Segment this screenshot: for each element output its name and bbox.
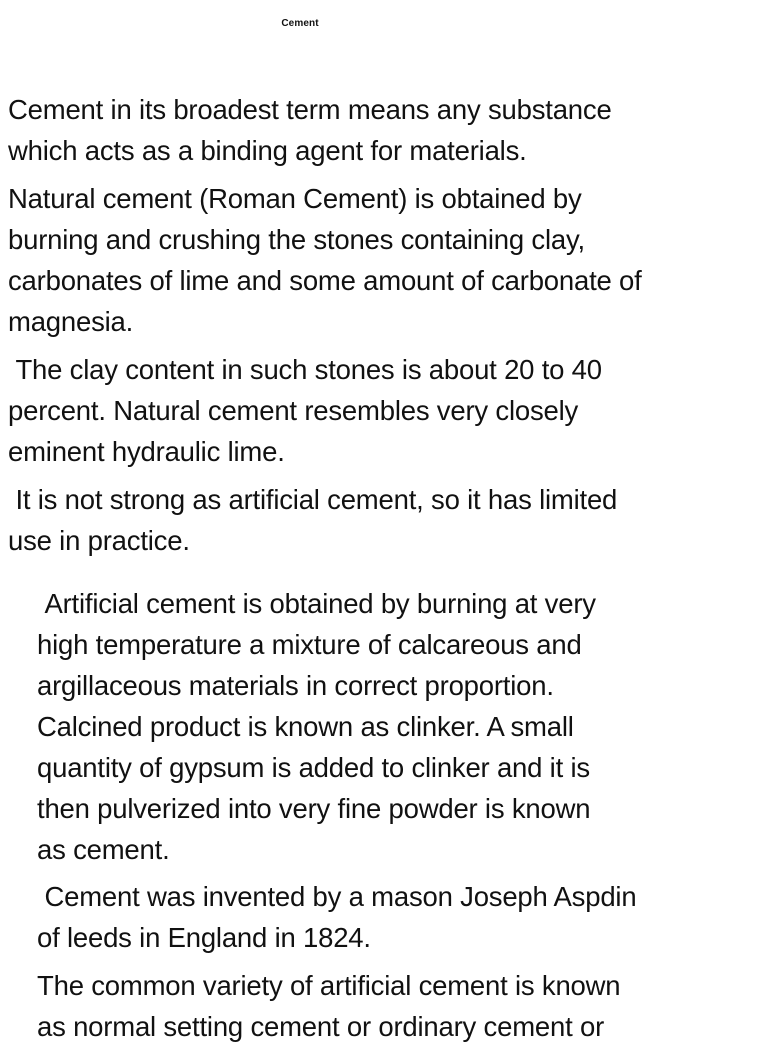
paragraph-common-variety: The common variety of artificial cement is known as normal setting cement or ordinary cement or	[37, 970, 621, 1042]
paragraph-clay-content: The clay content in such stones is about 20 to 40 percent. Natural cement resembles very closely eminent hydraulic lime.	[8, 354, 602, 467]
paragraph-artificial-cement: Artificial cement is obtained by burning at very high temperature a mixture of calcareous and argillaceous materials in correct proportion. Calcined product is known as clinker. A small quantity of gypsum is added to clinker and it is then pulverized into very fine powder is known as cement.	[37, 588, 596, 865]
page-title: Cement	[281, 18, 319, 29]
paragraph-cement-definition: Cement in its broadest term means any substance which acts as a binding agent for materials.	[8, 94, 612, 166]
paragraph-natural-cement: Natural cement (Roman Cement) is obtained by burning and crushing the stones containing clay, carbonates of lime and some amount of carbonate of magnesia.	[8, 183, 642, 337]
paragraph-strength: It is not strong as artificial cement, so it has limited use in practice.	[8, 484, 618, 556]
paragraph-invention: Cement was invented by a mason Joseph Aspdin of leeds in England in 1824.	[37, 881, 637, 953]
